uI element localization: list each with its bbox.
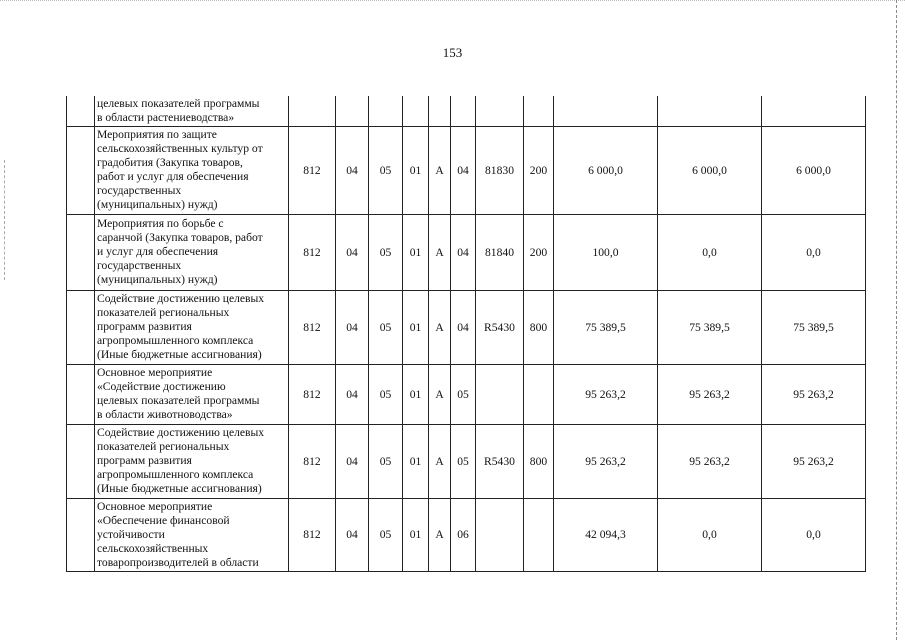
item-name-line: сельскохозяйственных культур от [97, 142, 263, 155]
expense-type-cell: 200 [524, 126, 554, 214]
ministry-code-cell: 812 [289, 290, 336, 364]
amount-cell: 0,0 [762, 498, 866, 571]
item-name-line: «Содействие достижению [97, 380, 226, 393]
program-code-cell: 01 [403, 424, 429, 498]
amount-cell: 95 263,2 [658, 424, 762, 498]
subsection-code-cell: 05 [369, 126, 403, 214]
amount-cell: 95 263,2 [762, 424, 866, 498]
row-number-cell [67, 498, 95, 571]
expense-type-cell: 200 [524, 214, 554, 290]
item-name-line: показателей региональных [97, 306, 230, 319]
item-name-line: (Иные бюджетные ассигнования) [97, 348, 262, 361]
item-name-cell [95, 214, 289, 290]
row-number-cell [67, 96, 95, 126]
item-name-line: в области животноводства» [97, 408, 233, 421]
section-code-cell: 04 [336, 424, 369, 498]
item-name-line: Мероприятия по защите [97, 128, 217, 141]
program-code-cell: 01 [403, 290, 429, 364]
item-name-line: саранчой (Закупка товаров, работ [97, 231, 263, 244]
amount-cell: 100,0 [554, 214, 658, 290]
item-name-line: целевых показателей программы [97, 394, 260, 407]
item-name-line: и услуг для обеспечения [97, 245, 219, 258]
item-name-line: агропромышленного комплекса [97, 468, 254, 481]
subprogram-code-cell: А [429, 498, 451, 571]
program-code-cell: 01 [403, 364, 429, 424]
page-number: 153 [442, 45, 463, 60]
event-code-cell: 06 [451, 498, 476, 571]
program-code-cell: 01 [403, 498, 429, 571]
target-item-code-cell: R5430 [476, 290, 524, 364]
item-name-line: Основное мероприятие [97, 499, 213, 513]
ministry-code-cell: 812 [289, 126, 336, 214]
amount-cell: 0,0 [658, 214, 762, 290]
subsection-code-cell: 05 [369, 214, 403, 290]
program-code-cell [403, 96, 429, 126]
ministry-code-cell: 812 [289, 364, 336, 424]
table-row [67, 498, 866, 571]
item-name-line: Основное мероприятие [97, 366, 213, 379]
subsection-code-cell: 05 [369, 498, 403, 571]
item-name-line: программ развития [97, 454, 192, 467]
amount-cell [658, 96, 762, 126]
amount-cell: 95 263,2 [554, 364, 658, 424]
row-number-cell [67, 126, 95, 214]
row-number-cell [67, 364, 95, 424]
row-number-cell [67, 214, 95, 290]
subsection-code-cell [369, 96, 403, 126]
event-code-cell: 05 [451, 364, 476, 424]
table-row [67, 424, 866, 498]
item-name-line: Содействие достижению целевых [97, 292, 265, 305]
amount-cell: 95 263,2 [554, 424, 658, 498]
item-name-cell [95, 498, 289, 571]
amount-cell: 0,0 [658, 498, 762, 571]
table-row [67, 290, 866, 364]
item-name-cell [95, 126, 289, 214]
item-name-line: товаропроизводителей в области [97, 555, 259, 569]
item-name-line: государственных [97, 184, 182, 197]
program-code-cell: 01 [403, 126, 429, 214]
item-name-cell [95, 96, 289, 126]
ministry-code-cell: 812 [289, 214, 336, 290]
item-name-cell [95, 424, 289, 498]
ministry-code-cell: 812 [289, 498, 336, 571]
program-code-cell: 01 [403, 214, 429, 290]
section-code-cell: 04 [336, 126, 369, 214]
target-item-code-cell [476, 96, 524, 126]
section-code-cell: 04 [336, 364, 369, 424]
section-code-cell: 04 [336, 214, 369, 290]
item-name-line: целевых показателей программы [97, 96, 260, 110]
subprogram-code-cell: А [429, 290, 451, 364]
item-name-line: в области растениеводства» [97, 110, 235, 124]
amount-cell: 95 263,2 [658, 364, 762, 424]
target-item-code-cell: R5430 [476, 424, 524, 498]
section-code-cell [336, 96, 369, 126]
scan-edge [896, 0, 897, 640]
amount-cell: 42 094,3 [554, 498, 658, 571]
amount-cell: 6 000,0 [554, 126, 658, 214]
item-name-line: государственных [97, 259, 182, 272]
table-row [67, 214, 866, 290]
amount-cell [554, 96, 658, 126]
target-item-code-cell: 81840 [476, 214, 524, 290]
event-code-cell: 04 [451, 214, 476, 290]
amount-cell: 6 000,0 [658, 126, 762, 214]
item-name-line: (муниципальных) нужд) [97, 273, 218, 286]
amount-cell: 75 389,5 [762, 290, 866, 364]
table-row [67, 364, 866, 424]
ministry-code-cell: 812 [289, 424, 336, 498]
expense-type-cell [524, 96, 554, 126]
event-code-cell: 05 [451, 424, 476, 498]
subprogram-code-cell: А [429, 214, 451, 290]
section-code-cell: 04 [336, 498, 369, 571]
item-name-line: сельскохозяйственных [97, 541, 209, 555]
item-name-cell [95, 364, 289, 424]
row-number-cell [67, 290, 95, 364]
amount-cell: 75 389,5 [658, 290, 762, 364]
item-name-line: (муниципальных) нужд) [97, 198, 218, 211]
item-name-line: устойчивости [97, 527, 165, 541]
subsection-code-cell: 05 [369, 364, 403, 424]
event-code-cell [451, 96, 476, 126]
item-name-line: Содействие достижению целевых [97, 426, 265, 439]
amount-cell [762, 96, 866, 126]
amount-cell: 0,0 [762, 214, 866, 290]
expense-type-cell: 800 [524, 424, 554, 498]
row-number-cell [67, 424, 95, 498]
target-item-code-cell [476, 364, 524, 424]
target-item-code-cell [476, 498, 524, 571]
table-row [67, 96, 866, 126]
expense-type-cell [524, 364, 554, 424]
section-code-cell: 04 [336, 290, 369, 364]
table-body [67, 96, 866, 571]
scan-edge [0, 0, 905, 1]
table-row [67, 126, 866, 214]
item-name-line: работ и услуг для обеспечения [97, 170, 249, 183]
item-name-line: «Обеспечение финансовой [97, 513, 230, 527]
subprogram-code-cell: А [429, 126, 451, 214]
item-name-line: показателей региональных [97, 440, 230, 453]
subprogram-code-cell [429, 96, 451, 126]
item-name-line: градобития (Закупка товаров, [97, 156, 243, 169]
target-item-code-cell: 81830 [476, 126, 524, 214]
item-name-line: программ развития [97, 320, 192, 333]
subsection-code-cell: 05 [369, 424, 403, 498]
budget-table [66, 96, 866, 572]
amount-cell: 95 263,2 [762, 364, 866, 424]
expense-type-cell [524, 498, 554, 571]
amount-cell: 6 000,0 [762, 126, 866, 214]
scan-edge [4, 160, 5, 280]
subprogram-code-cell: А [429, 424, 451, 498]
expense-type-cell: 800 [524, 290, 554, 364]
event-code-cell: 04 [451, 290, 476, 364]
item-name-line: (Иные бюджетные ассигнования) [97, 482, 262, 495]
amount-cell: 75 389,5 [554, 290, 658, 364]
item-name-line: агропромышленного комплекса [97, 334, 254, 347]
ministry-code-cell [289, 96, 336, 126]
item-name-cell [95, 290, 289, 364]
subsection-code-cell: 05 [369, 290, 403, 364]
event-code-cell: 04 [451, 126, 476, 214]
subprogram-code-cell: А [429, 364, 451, 424]
item-name-line: Мероприятия по борьбе с [97, 217, 224, 230]
